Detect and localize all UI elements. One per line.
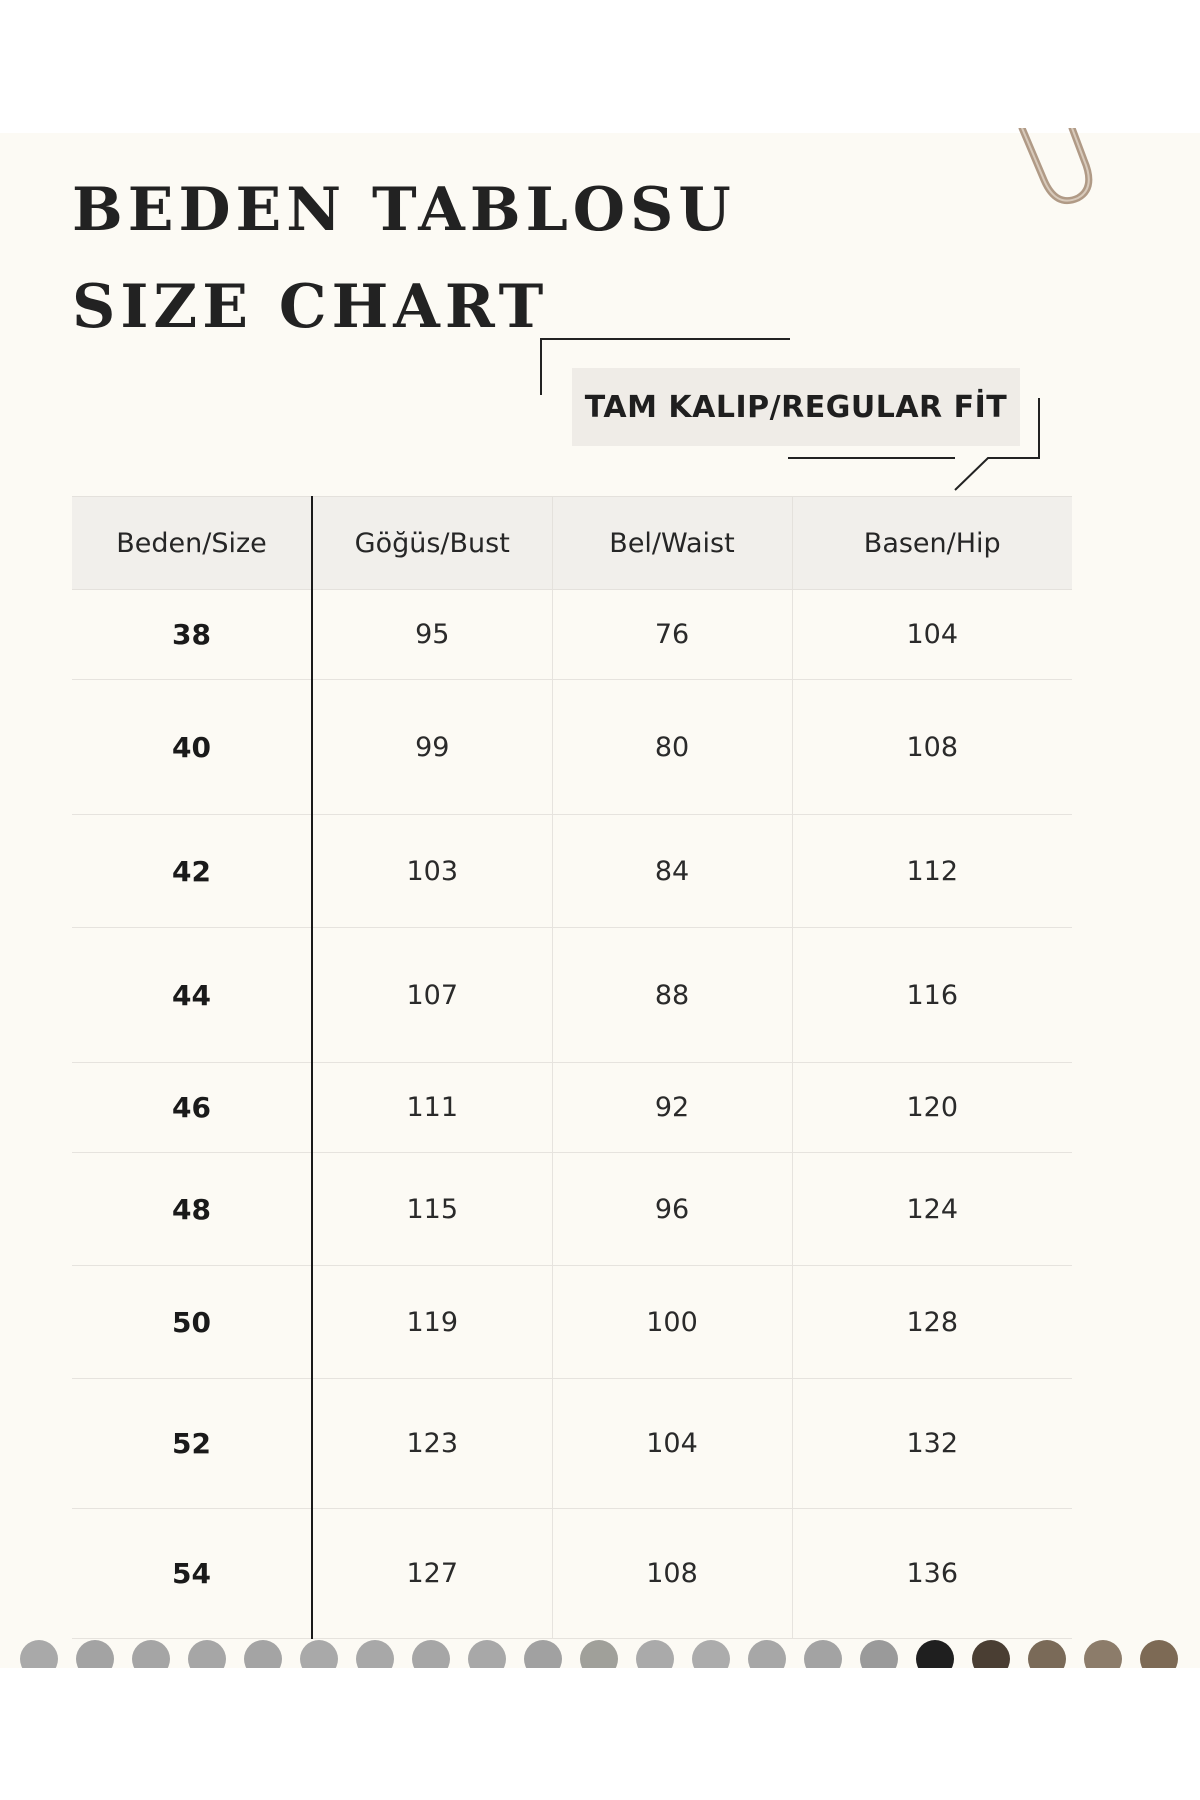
bust-cell: 115 — [312, 1153, 552, 1266]
color-swatch — [580, 1640, 618, 1668]
color-swatch — [804, 1640, 842, 1668]
table-row — [72, 928, 1072, 1063]
hip-cell: 136 — [792, 1509, 1072, 1639]
table-row — [72, 1509, 1072, 1639]
color-swatch — [748, 1640, 786, 1668]
hip-cell: 116 — [792, 928, 1072, 1063]
header-waist: Bel/Waist — [552, 497, 792, 590]
table-row — [72, 1266, 1072, 1379]
hip-cell: 132 — [792, 1379, 1072, 1509]
color-swatch — [244, 1640, 282, 1668]
color-swatch — [1140, 1640, 1178, 1668]
color-swatch — [1028, 1640, 1066, 1668]
size-cell: 46 — [72, 1063, 312, 1153]
color-swatch — [20, 1640, 58, 1668]
size-cell: 54 — [72, 1509, 312, 1639]
bust-cell: 127 — [312, 1509, 552, 1639]
color-swatch — [972, 1640, 1010, 1668]
color-swatch — [636, 1640, 674, 1668]
color-swatch — [916, 1640, 954, 1668]
waist-cell: 96 — [552, 1153, 792, 1266]
color-swatch — [1084, 1640, 1122, 1668]
hip-cell: 108 — [792, 680, 1072, 815]
waist-cell: 92 — [552, 1063, 792, 1153]
table-row — [72, 680, 1072, 815]
waist-cell: 84 — [552, 815, 792, 928]
bust-cell: 107 — [312, 928, 552, 1063]
hip-cell: 124 — [792, 1153, 1072, 1266]
hip-cell: 104 — [792, 590, 1072, 680]
color-swatch — [524, 1640, 562, 1668]
header-hip: Basen/Hip — [792, 497, 1072, 590]
title-english: SIZE CHART — [72, 272, 549, 342]
size-table — [72, 496, 1072, 1639]
waist-cell: 100 — [552, 1266, 792, 1379]
color-swatch — [132, 1640, 170, 1668]
color-swatch — [412, 1640, 450, 1668]
bust-cell: 99 — [312, 680, 552, 815]
color-swatch — [76, 1640, 114, 1668]
waist-cell: 88 — [552, 928, 792, 1063]
color-swatch — [468, 1640, 506, 1668]
table-row — [72, 590, 1072, 680]
table-row — [72, 1379, 1072, 1509]
size-cell: 48 — [72, 1153, 312, 1266]
table-row — [72, 1153, 1072, 1266]
hip-cell: 128 — [792, 1266, 1072, 1379]
color-swatch — [356, 1640, 394, 1668]
waist-cell: 104 — [552, 1379, 792, 1509]
fit-badge: TAM KALIP/REGULAR FİT — [572, 368, 1020, 446]
table-header-row — [72, 497, 1072, 590]
size-cell: 40 — [72, 680, 312, 815]
bust-cell: 103 — [312, 815, 552, 928]
table-row — [72, 1063, 1072, 1153]
color-swatch — [860, 1640, 898, 1668]
size-cell: 44 — [72, 928, 312, 1063]
bust-cell: 95 — [312, 590, 552, 680]
size-cell: 42 — [72, 815, 312, 928]
color-swatch — [188, 1640, 226, 1668]
header-size: Beden/Size — [72, 497, 312, 590]
table-row — [72, 815, 1072, 928]
waist-cell: 76 — [552, 590, 792, 680]
color-swatch — [692, 1640, 730, 1668]
bust-cell: 123 — [312, 1379, 552, 1509]
size-cell: 38 — [72, 590, 312, 680]
hip-cell: 112 — [792, 815, 1072, 928]
hip-cell: 120 — [792, 1063, 1072, 1153]
waist-cell: 108 — [552, 1509, 792, 1639]
bust-cell: 111 — [312, 1063, 552, 1153]
title-turkish: BEDEN TABLOSU — [72, 175, 736, 245]
waist-cell: 80 — [552, 680, 792, 815]
color-swatch-row — [0, 1640, 1200, 1668]
header-bust: Göğüs/Bust — [312, 497, 552, 590]
size-cell: 52 — [72, 1379, 312, 1509]
size-cell: 50 — [72, 1266, 312, 1379]
bust-cell: 119 — [312, 1266, 552, 1379]
color-swatch — [300, 1640, 338, 1668]
